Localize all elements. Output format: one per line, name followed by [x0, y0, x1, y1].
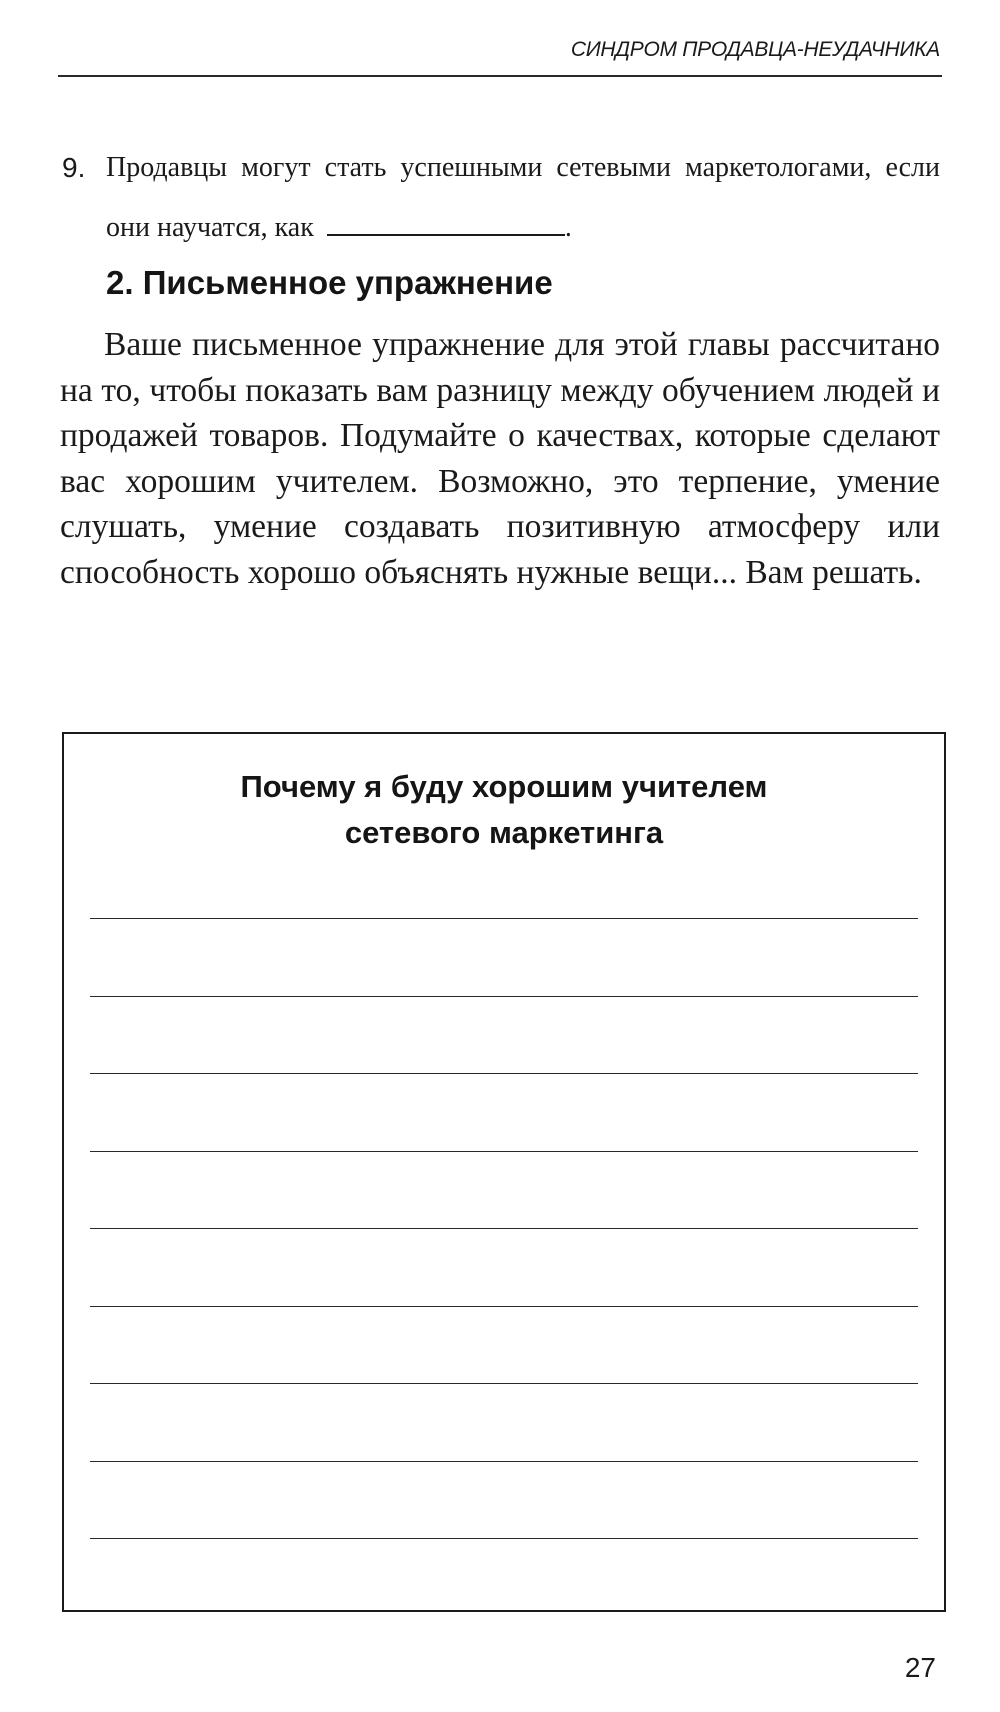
section-heading: 2. Письменное упражнение — [106, 264, 553, 301]
answer-line[interactable] — [90, 1073, 918, 1074]
answer-line[interactable] — [90, 1228, 918, 1229]
question-end-punct: . — [564, 212, 572, 243]
exercise-box — [62, 732, 946, 1612]
question-number: 9. — [62, 152, 86, 183]
question-text: Продавцы могут стать успешными сетевыми маркетологами, если они научатся, как — [106, 152, 940, 243]
answer-line[interactable] — [90, 1306, 918, 1307]
answer-line[interactable] — [90, 996, 918, 997]
answer-line[interactable] — [90, 1383, 918, 1384]
answer-line[interactable] — [90, 1461, 918, 1462]
exercise-title-line-1: Почему я буду хорошим учителем — [240, 769, 768, 804]
exercise-box-title — [64, 764, 944, 856]
page-number: 27 — [904, 1652, 936, 1683]
answer-blank[interactable] — [327, 212, 565, 236]
running-title: СИНДРОМ ПРОДАВЦА-НЕУДАЧНИКА — [570, 38, 940, 61]
header-rule — [58, 75, 942, 77]
section-body-paragraph: Ваше письменное упражнение для этой главы рассчитано на то, чтобы показать вам разницу между обучением людей и продажей товаров. Подумайте о качествах, которые сделают вас хорошим учителем. Возможно, это терпение, умение слушать, умение создавать позитивную атмосферу или способность хорошо объяснять нужные вещи... Вам решать. — [60, 326, 940, 591]
answer-line[interactable] — [90, 1538, 918, 1539]
exercise-title-line-2: сетевого маркетинга — [344, 815, 664, 850]
question-text-block — [106, 138, 940, 258]
answer-line[interactable] — [90, 1151, 918, 1152]
question-9 — [62, 138, 942, 258]
answer-line[interactable] — [90, 918, 918, 919]
